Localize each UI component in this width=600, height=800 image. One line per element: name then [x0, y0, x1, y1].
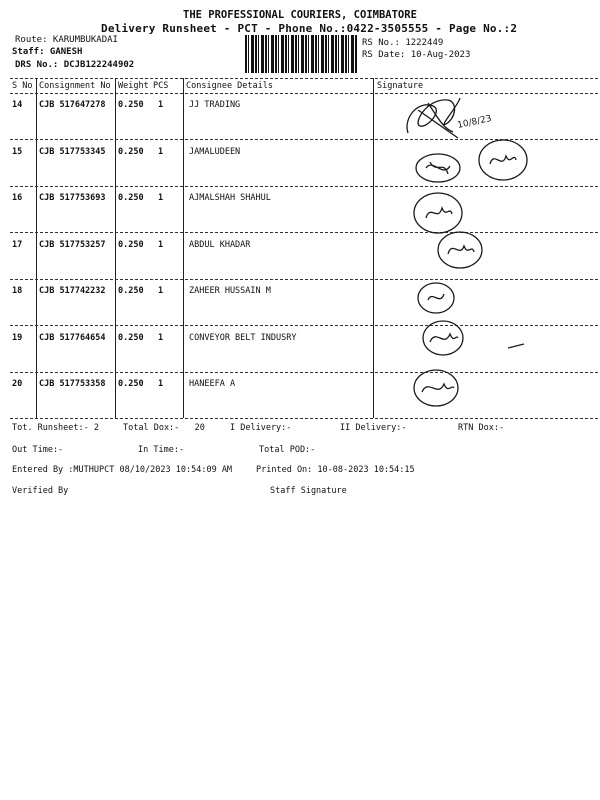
- cell-pcs: 1: [158, 239, 164, 250]
- cell-consignee: HANEEFA A: [189, 379, 236, 389]
- staff-label: Staff: GANESH: [12, 47, 83, 57]
- signatures-drawing: [398, 88, 558, 418]
- cell-consignee: ZAHEER HUSSAIN M: [189, 286, 271, 296]
- printed-on: Printed On: 10-08-2023 10:54:15: [256, 465, 415, 475]
- rtn-dox: RTN Dox:-: [458, 423, 505, 433]
- cell-cno: CJB 517753345: [39, 146, 106, 157]
- in-time: In Time:-: [138, 445, 185, 455]
- cell-cno: CJB 517753358: [39, 379, 106, 389]
- cell-pcs: 1: [158, 286, 164, 296]
- total-dox: Total Dox:- 20: [123, 423, 205, 433]
- column-divider: [373, 78, 374, 418]
- cell-weight: 0.250: [118, 332, 144, 343]
- cell-weight: 0.250: [118, 100, 144, 110]
- barcode: [245, 35, 357, 73]
- cell-consignee: ABDUL KHADAR: [189, 239, 251, 250]
- cell-weight: 0.250: [118, 193, 144, 203]
- cell-weight: 0.250: [118, 239, 144, 250]
- column-header: Consignee Details: [186, 81, 273, 91]
- cell-consignee: JJ TRADING: [189, 100, 241, 110]
- cell-cno: CJB 517764654: [39, 332, 106, 343]
- column-divider: [115, 78, 116, 418]
- rs-date: RS Date: 10-Aug-2023: [362, 50, 471, 60]
- cell-pcs: 1: [158, 379, 164, 389]
- cell-weight: 0.250: [118, 146, 144, 157]
- column-divider: [183, 78, 184, 418]
- cell-weight: 0.250: [118, 379, 144, 389]
- cell-weight: 0.250: [118, 286, 144, 296]
- total-runsheet: Tot. Runsheet:- 2: [12, 423, 99, 433]
- signature-date: 10/8/23: [456, 113, 493, 131]
- cell-sno: 14: [12, 100, 23, 110]
- cell-consignee: CONVEYOR BELT INDUSRY: [189, 332, 297, 343]
- column-header: PCS: [153, 81, 169, 91]
- cell-consignee: JAMALUDEEN: [189, 146, 241, 157]
- table-bottom-rule: [10, 418, 598, 419]
- cell-pcs: 1: [158, 146, 164, 157]
- route-label: Route: KARUMBUKADAI: [15, 35, 118, 45]
- cell-pcs: 1: [158, 332, 164, 343]
- column-header: Consignment No: [39, 81, 111, 91]
- column-divider: [36, 78, 37, 418]
- company-name: THE PROFESSIONAL COURIERS, COIMBATORE: [183, 9, 417, 21]
- drs-number: DRS No.: DCJB122244902: [15, 60, 135, 70]
- cell-sno: 16: [12, 193, 23, 203]
- cell-sno: 18: [12, 286, 23, 296]
- i-delivery: I Delivery:-: [230, 423, 292, 433]
- cell-cno: CJB 517753257: [39, 239, 106, 250]
- cell-cno: CJB 517742232: [39, 286, 106, 296]
- cell-pcs: 1: [158, 193, 164, 203]
- cell-sno: 15: [12, 146, 23, 157]
- verified-by: Verified By: [12, 486, 69, 496]
- out-time: Out Time:-: [12, 445, 64, 455]
- cell-sno: 17: [12, 239, 23, 250]
- cell-sno: 19: [12, 332, 23, 343]
- staff-signature: Staff Signature: [270, 486, 347, 496]
- page-title: Delivery Runsheet - PCT - Phone No.:0422-3505555 - Page No.:2: [101, 22, 518, 35]
- cell-cno: CJB 517647278: [39, 100, 106, 110]
- ii-delivery: II Delivery:-: [340, 423, 407, 433]
- entered-by: Entered By :MUTHUPCT 08/10/2023 10:54:09 AM: [12, 465, 233, 475]
- cell-sno: 20: [12, 379, 23, 389]
- column-header: Weight: [118, 81, 149, 91]
- table-top-rule: [10, 78, 598, 79]
- cell-cno: CJB 517753693: [39, 193, 106, 203]
- column-header: Signature: [377, 81, 424, 91]
- cell-pcs: 1: [158, 100, 164, 110]
- rs-number: RS No.: 1222449: [362, 38, 444, 48]
- column-header: S No: [12, 81, 33, 91]
- cell-consignee: AJMALSHAH SHAHUL: [189, 193, 271, 203]
- total-pod: Total POD:-: [259, 445, 316, 455]
